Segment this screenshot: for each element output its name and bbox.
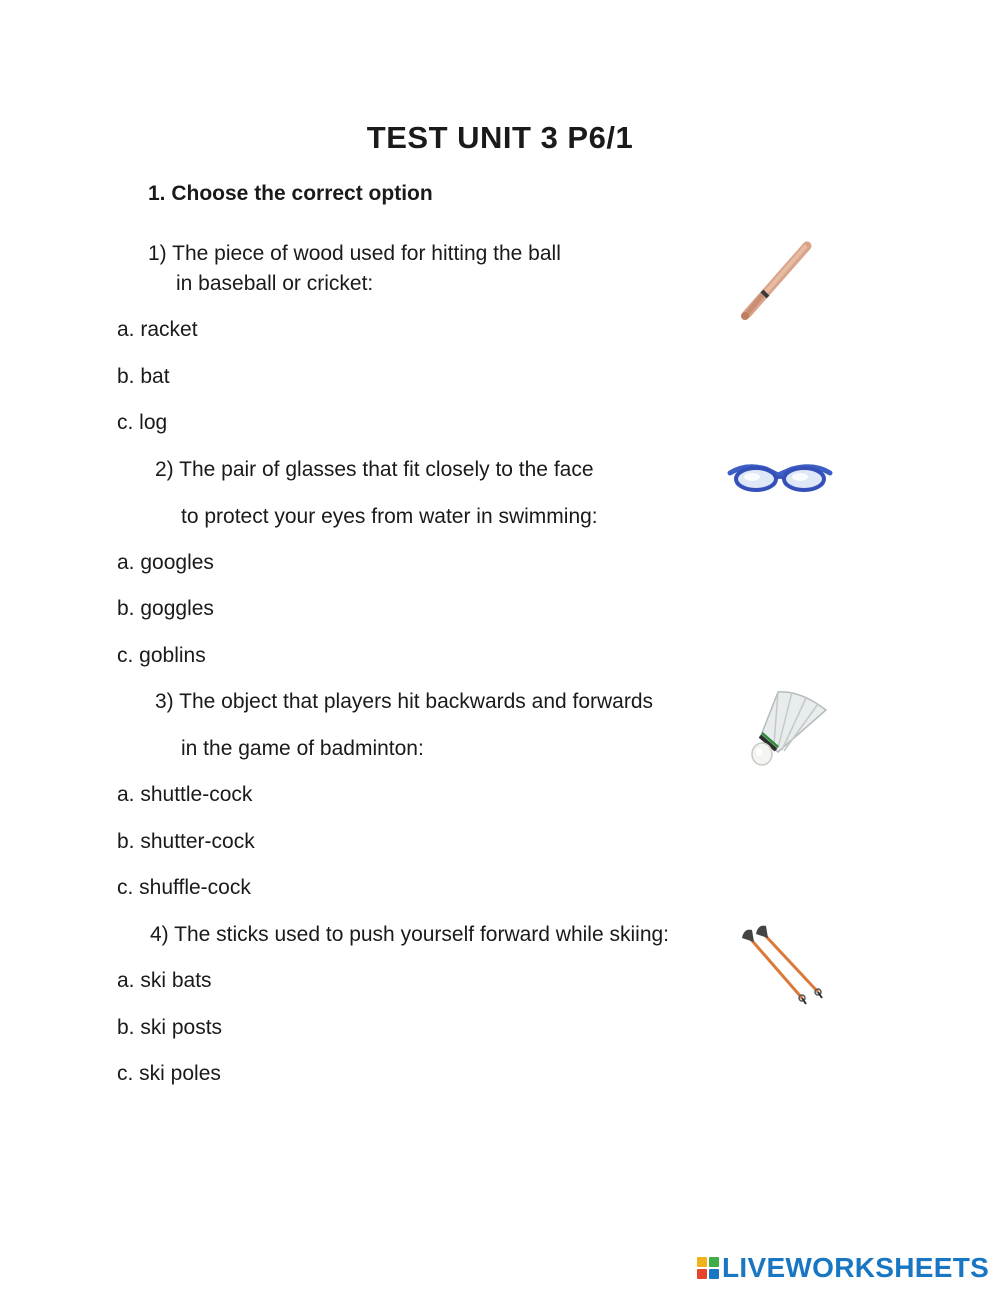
question-1-option-b[interactable]: b. bat xyxy=(117,365,170,388)
section-heading: 1. Choose the correct option xyxy=(148,182,433,205)
question-2-option-b[interactable]: b. goggles xyxy=(117,597,214,620)
question-2-option-a[interactable]: a. googles xyxy=(117,551,214,574)
logo-blocks-icon xyxy=(697,1257,719,1279)
question-2-option-c[interactable]: c. goblins xyxy=(117,644,206,667)
question-3-option-b[interactable]: b. shutter-cock xyxy=(117,830,255,853)
question-2-line-1: 2) The pair of glasses that fit closely to the face xyxy=(155,458,594,481)
page-title: TEST UNIT 3 P6/1 xyxy=(366,120,634,155)
question-1-line-1: 1) The piece of wood used for hitting the ball xyxy=(148,242,561,265)
question-1-option-a[interactable]: a. racket xyxy=(117,318,198,341)
question-3-option-a[interactable]: a. shuttle-cock xyxy=(117,783,253,806)
question-1-line-2: in baseball or cricket: xyxy=(176,272,374,295)
liveworksheets-logo xyxy=(697,1252,989,1284)
ski-poles-icon xyxy=(738,922,824,1006)
swimming-goggles-icon xyxy=(726,455,834,503)
baseball-bat-icon xyxy=(735,238,817,322)
question-3-line-2: in the game of badminton: xyxy=(181,737,424,760)
question-3-line-1: 3) The object that players hit backwards and forwards xyxy=(155,690,654,713)
question-4-line-1: 4) The sticks used to push yourself forward while skiing: xyxy=(150,923,670,946)
question-3-option-c[interactable]: c. shuffle-cock xyxy=(117,876,251,899)
question-4-option-a[interactable]: a. ski bats xyxy=(117,969,212,992)
question-2-line-2: to protect your eyes from water in swimming: xyxy=(181,505,598,528)
question-4-option-c[interactable]: c. ski poles xyxy=(117,1062,221,1085)
question-1-option-c[interactable]: c. log xyxy=(117,411,168,434)
shuttlecock-icon xyxy=(748,686,832,770)
logo-text: LIVEWORKSHEETS xyxy=(722,1252,990,1283)
question-4-option-b[interactable]: b. ski posts xyxy=(117,1016,223,1039)
